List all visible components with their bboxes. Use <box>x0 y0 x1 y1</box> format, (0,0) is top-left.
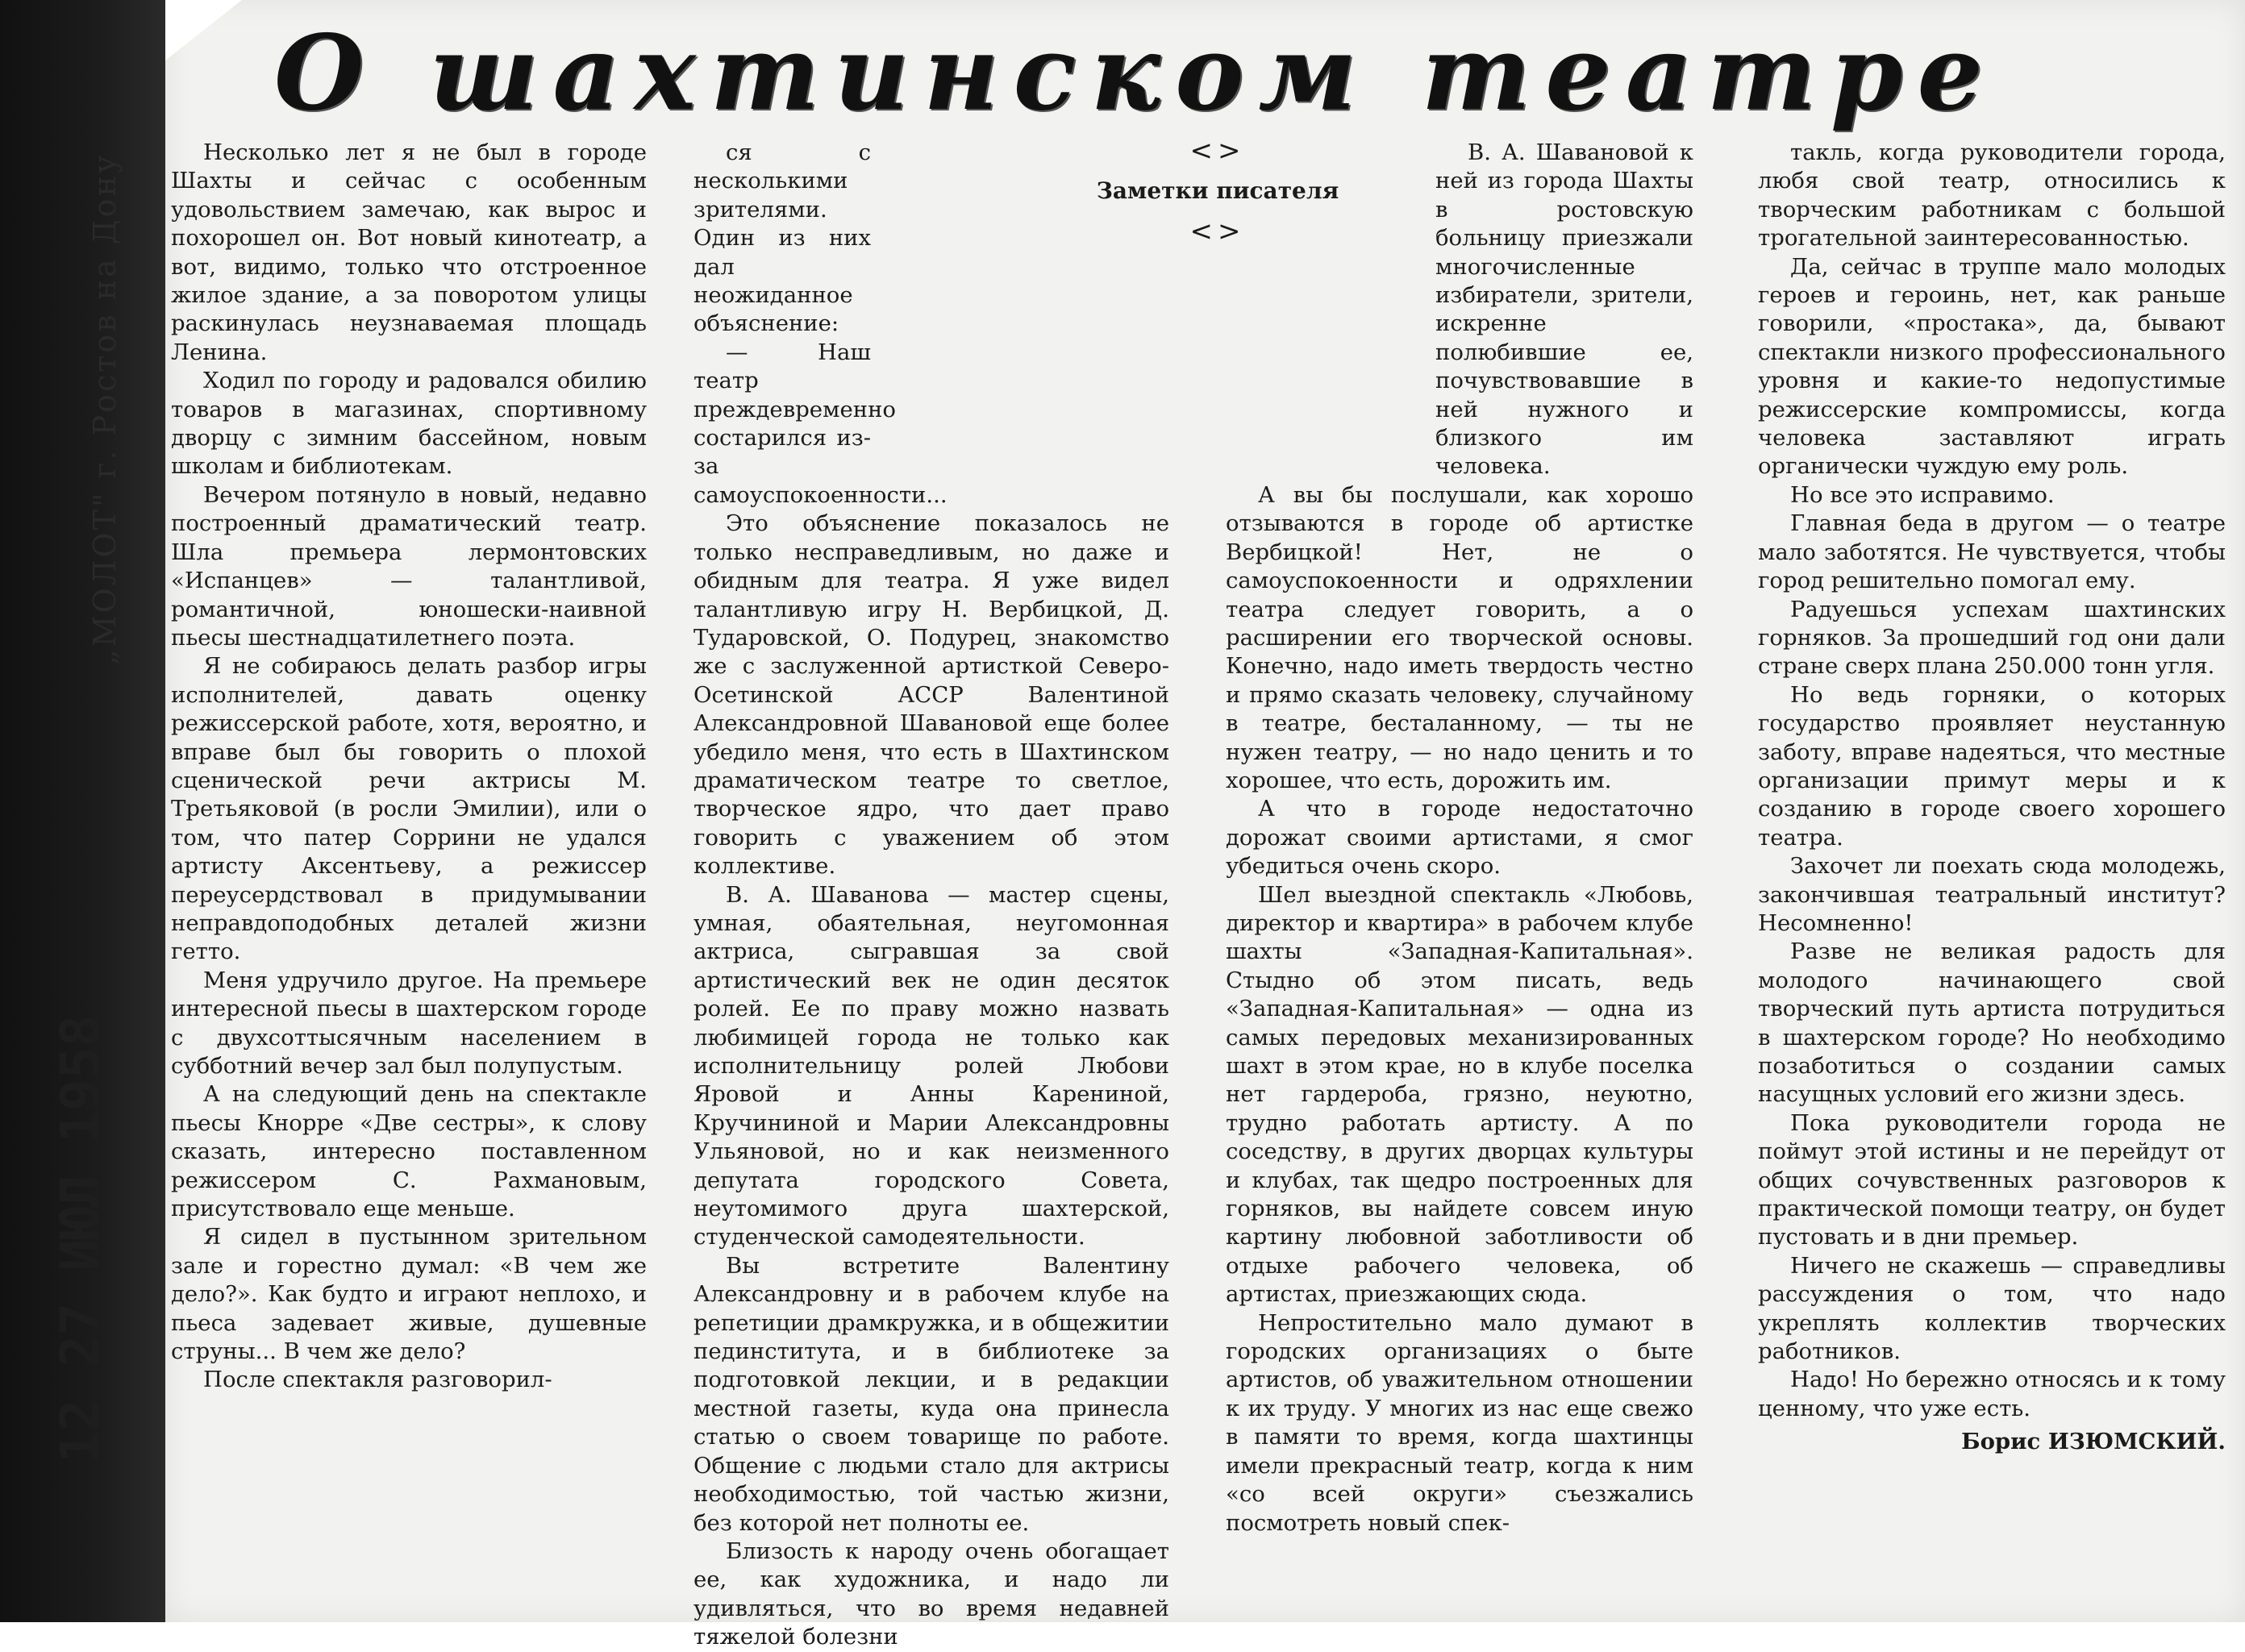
paragraph: Радуешься успехам шахтинских горняков. За прошедший год они дали стране сверх плана 250.000 тонн угля. <box>1758 596 2226 680</box>
stamp-date <box>44 1012 117 1463</box>
paragraph: Шел выездной спектакль «Любовь, директор и квартира» в рабочем клубе шахты «Западная-Капитальная». Стыдно об этом писать, ведь «Западная-Капитальная» — одна из самых передовых механизированных шахт в этом крае, но в клубе поселка нет гардероба, грязно, неуютно, трудно работать артисту. А по соседству, в других дворцах культуры и клубах, так щедро построенных для горняков, вы найдете совсем иную картину любовной заботливости об отдыхе рабочего человека, об артистах, приезжающих сюда. <box>1226 881 1693 1308</box>
article-column-1 <box>171 139 647 1612</box>
article-headline: О шахтинском театре <box>274 13 1997 134</box>
article-column-4 <box>1758 139 2226 1612</box>
paragraph: А на следующий день на спектакле пьесы Кнорре «Две сестры», к слову сказать, интересно поставленном режиссером С. Рахмановым, присутствовало еще меньше. <box>171 1081 647 1222</box>
paragraph: Это объяснение показалось не только несправедливым, но даже и обидным для театра. Я уже видел талантливую игру Н. Вербицкой, Д. Тударовской, О. Подурец, знакомство же с заслуженной артисткой Северо-Осетинской АССР Валентиной Александровной Шавановой еще более убедило меня, что есть в Шахтинском драматическом театре то светлое, творческое ядро, что дает право говорить с уважением об этом коллективе. <box>693 510 1169 880</box>
paragraph: Надо! Но бережно относясь и к тому ценному, что уже есть. <box>1758 1367 2226 1421</box>
article-column-3 <box>1226 139 1693 1612</box>
paragraph: Разве не великая радость для молодого начинающего свой творческий путь артиста потрудиться в шахтерском городе? Но необходимо позаботиться о создании самых насущных условий его жизни здесь. <box>1758 938 2226 1108</box>
author-signature <box>1758 1428 2226 1456</box>
stamp-newspaper-name: „МОЛОТ" г. Ростов на Дону <box>87 152 123 665</box>
author-first-name: Борис <box>1961 1429 2041 1455</box>
paragraph: Я сидел в пустынном зрительном зале и горестно думал: «В чем же дело?». Как будто и играют неплохо, и пьеса задевает живые, душевные струны... В чем же дело? <box>171 1224 647 1365</box>
paragraph: Меня удручило другое. На премьере интересной пьесы в шахтерском городе с двухсоттысячным населением в субботний вечер зал был полупустым. <box>171 967 647 1079</box>
author-last-name: ИЗЮМСКИЙ. <box>2047 1429 2226 1455</box>
paragraph: Да, сейчас в труппе мало молодых героев и героинь, нет, как раньше говорили, «простака», да, бывают спектакли низкого профессионального уровня и какие-то недопустимые режиссерские компромиссы, когда человека заставляют играть органически чуждую ему роль. <box>1758 253 2226 480</box>
paragraph: Близость к народу очень обогащает ее, как художника, и надо ли удивляться, что во время недавней тяжелой болезни <box>693 1538 1169 1650</box>
rubric-label: Заметки писателя <box>1096 177 1339 204</box>
paragraph: Вечером потянуло в новый, недавно построенный драматический театр. Шла премьера лермонтовских «Испанцев» — талантливой, романтичной, юношески-наивной пьесы шестнадцатилетнего поэта. <box>171 481 647 651</box>
paragraph: Но все это исправимо. <box>1790 481 2055 508</box>
paragraph: Захочет ли поехать сюда молодежь, закончившая театральный институт? Несомненно! <box>1758 853 2226 936</box>
rubric-ornament-top: <> <box>1189 135 1246 167</box>
article-column-2 <box>693 139 1169 1650</box>
rubric-ornament-bottom: <> <box>1189 215 1246 248</box>
paragraph: Вы встретите Валентину Александровну и в рабочем клубе на репетиции драмкружка, и в общежитии пединститута, и в библиотеке за подготовкой лекции, и в редакции местной газеты, куда она принесла статью о своем товарище по работе. Общение с людьми стало для актрисы необходимостью, той частью жизни, без которой нет полноты ее. <box>693 1252 1169 1536</box>
paragraph: Непростительно мало думают в городских организациях о быте артистов, об уважительном отношении к их труду. У многих из нас еще свежо в памяти то время, когда шахтинцы имели прекрасный театр, когда к ним «со всей округи» съезжались посмотреть новый спек- <box>1226 1309 1693 1536</box>
paragraph: В. А. Шавановой к ней из города Шахты в ростовскую больницу приезжали многочисленные избиратели, зрители, искренне полюбившие ее, почувствовавшие в ней нужного и близкого им человека. <box>1435 139 1693 480</box>
paragraph: Я не собираюсь делать разбор игры исполнителей, давать оценку режиссерской работе, хотя, вероятно, и вправе был бы говорить о плохой сценической речи актрисы М. Третьяковой (в росли Эмилии), или о том, что патер Соррини не удался артисту Аксентьеву, а режиссер переусердствовал в придумывании неправдоподобных деталей жизни гетто. <box>171 653 647 965</box>
stamp-number: 12 <box>49 1399 111 1463</box>
torn-corner <box>165 0 242 60</box>
paragraph: В. А. Шаванова — мастер сцены, умная, обаятельная, неугомонная актриса, сыгравшая за свой артистический век не один десяток ролей. Ее по праву можно назвать любимицей города не только как исполнительницу ролей Любови Яровой и Анны Карениной, Кручининой и Марии Александровны Ульяновой, но и как неизменного депутата городского Совета, неутомимого друга шахтерской, студенческой самодеятельности. <box>693 881 1169 1250</box>
paragraph: А вы бы послушали, как хорошо отзываются в городе об артистке Вербицкой! Нет, не о самоуспокоенности и одряхлении театра следует говорить, а о расширении его творческой основы. Конечно, надо иметь твердость честно и прямо сказать человеку, случайному в театре, бесталанному, — ты не нужен театру, — но надо ценить и то хорошее, что есть, дорожить им. <box>1226 481 1693 793</box>
paragraph: Ходил по городу и радовался обилию товаров в магазинах, спортивному дворцу с зимним бассейном, новым школам и библиотекам. <box>171 368 647 480</box>
paragraph: Ничего не скажешь — справедливы рассуждения о том, что надо укреплять коллектив творческих работников. <box>1758 1252 2226 1365</box>
paragraph: Главная беда в другом — о театре мало заботятся. Не чувствуется, чтобы город решительно помогал ему. <box>1758 510 2226 594</box>
paragraph: А что в городе недостаточно дорожат своими артистами, я смог убедиться очень скоро. <box>1226 796 1693 880</box>
paragraph: После спектакля разговорил- <box>203 1367 552 1393</box>
paragraph: Пока руководители города не поймут этой истины и не перейдут от общих сочувственных разговоров к практической помощи театру, он будет пустовать и в дни премьер. <box>1758 1109 2226 1250</box>
paragraph: такль, когда руководители города, любя свой театр, относились к творческим работникам с большой трогательной заинтересованностью. <box>1758 139 2226 252</box>
paragraph: Несколько лет я не был в городе Шахты и сейчас с особенным удовольствием замечаю, как вырос и похорошел он. Вот новый кинотеатр, а вот, видимо, только что отстроенное жилое здание, а за поворотом улицы раскинулась неузнаваемая площадь Ленина. <box>171 139 647 365</box>
stamp-date-text: 27 ИЮЛ 1958 <box>49 1014 111 1367</box>
paragraph: — Наш театр преждевременно состарился из-за самоуспокоенности... <box>693 339 948 508</box>
paragraph: ся с несколькими зрителями. Один из них дал неожиданное объяснение: <box>693 139 871 337</box>
paragraph: Но ведь горняки, о которых государство проявляет неустанную заботу, вправе надеяться, что местные организации примут меры и к созданию в городе своего хорошего театра. <box>1758 681 2226 851</box>
